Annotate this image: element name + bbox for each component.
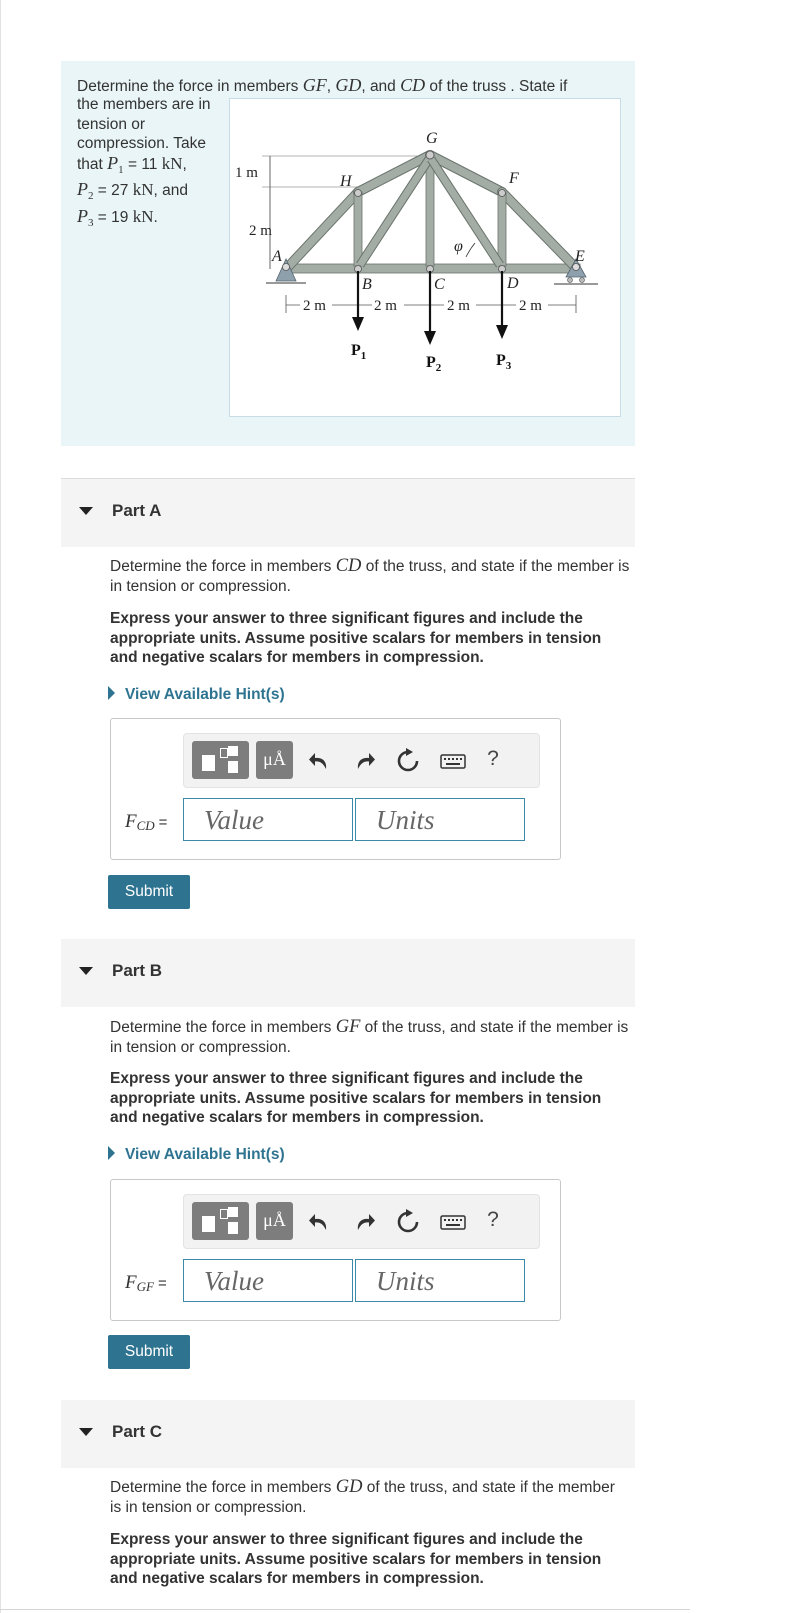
keyboard-icon[interactable]: [439, 747, 467, 775]
member-GC: [426, 155, 434, 266]
member-HB: [354, 192, 362, 266]
units-input[interactable]: Units: [355, 798, 525, 841]
page-bottom-border: [0, 1609, 690, 1610]
problem-lead-text: Determine the force in members GF, GD, and CD of the truss . State if: [77, 75, 568, 95]
redo-icon[interactable]: [350, 747, 378, 775]
units-button[interactable]: μÅ: [256, 741, 293, 779]
joint-H: [355, 190, 362, 197]
problem-statement: [61, 61, 635, 446]
part-a-hint-link[interactable]: View Available Hint(s): [108, 686, 285, 704]
part-c-title: Part C: [112, 1422, 163, 1441]
redo-icon[interactable]: [350, 1208, 378, 1236]
expand-arrow-icon: [108, 1146, 115, 1160]
load-arrow-P2-head: [424, 331, 436, 345]
math-toolbar: [183, 733, 540, 788]
part-b-hint-link[interactable]: View Available Hint(s): [108, 1146, 285, 1164]
member-AH: [287, 192, 358, 268]
joint-F: [499, 190, 506, 197]
problem-conditions: the members are in tension or compression. Take that $P_1 = 11$ kN, $P_2 = 27$ kN, and $P_3 = 19$ kN.: [77, 96, 211, 229]
dim-span-1: 2 m: [303, 298, 326, 314]
node-label-A: A: [272, 248, 282, 265]
help-button[interactable]: ?: [487, 747, 499, 770]
part-c-header[interactable]: [61, 1400, 635, 1468]
node-label-G: G: [426, 130, 438, 147]
part-b-answer-box: [110, 1179, 561, 1321]
page-left-border: [0, 0, 1, 1613]
part-b-submit-button[interactable]: Submit: [108, 1335, 190, 1369]
joint-G: [426, 151, 434, 159]
node-label-F: F: [509, 170, 519, 187]
part-b-question: Determine the force in members GF of the truss, and state if the member is in tension or compression.: [110, 1017, 629, 1056]
part-a-question: Determine the force in members CD of the truss, and state if the member is in tension or compression.: [110, 556, 630, 595]
dim-span-3: 2 m: [447, 298, 470, 314]
help-button[interactable]: ?: [487, 1208, 499, 1231]
load-arrow-P1-head: [352, 317, 364, 331]
value-input[interactable]: Value: [183, 1259, 353, 1302]
part-c-question: Determine the force in members GD of the truss, and state if the member is in tension or compression.: [110, 1477, 615, 1516]
dim-span-2: 2 m: [374, 298, 397, 314]
part-a-instruction: Express your answer to three significant figures and include the appropriate units. Assume positive scalars for members in tension and negative scalars for members in compression.: [110, 610, 602, 666]
reset-icon[interactable]: [394, 1208, 422, 1236]
templates-button[interactable]: [192, 741, 249, 779]
load-label-P1: $P_1$: [351, 342, 367, 362]
member-FD: [498, 192, 506, 266]
answer-label-fcd: $F_{CD}$ =: [125, 811, 168, 833]
undo-icon[interactable]: [306, 747, 334, 775]
member-FE: [502, 192, 576, 268]
node-label-C: C: [434, 276, 445, 293]
dim-label-2m: 2 m: [249, 223, 272, 239]
part-a-header[interactable]: [61, 479, 635, 547]
part-b-header[interactable]: [61, 939, 635, 1007]
load-label-P3: $P_3$: [496, 352, 512, 372]
part-a-submit-button[interactable]: Submit: [108, 875, 190, 909]
collapse-arrow-icon[interactable]: [79, 507, 93, 515]
part-b-title: Part B: [112, 961, 163, 980]
node-label-E: E: [575, 248, 585, 265]
load-arrow-P3-head: [496, 325, 508, 339]
part-a-answer-box: [110, 718, 561, 860]
keyboard-icon[interactable]: [439, 1208, 467, 1236]
truss-diagram: [230, 99, 620, 416]
reset-icon[interactable]: [394, 747, 422, 775]
value-input[interactable]: Value: [183, 798, 353, 841]
truss-figure: [229, 98, 621, 417]
part-b-instruction: Express your answer to three significant figures and include the appropriate units. Assume positive scalars for members in tension and negative scalars for members in compression.: [110, 1070, 602, 1126]
units-input[interactable]: Units: [355, 1259, 525, 1302]
undo-icon[interactable]: [306, 1208, 334, 1236]
angle-label-phi: φ: [454, 238, 463, 255]
dim-span-4: 2 m: [519, 298, 542, 314]
templates-button[interactable]: [192, 1202, 249, 1240]
roller-E1: [568, 278, 573, 283]
dim-label-1m: 1 m: [235, 165, 258, 181]
pin-A: [283, 264, 290, 271]
roller-E2: [580, 278, 585, 283]
load-label-P2: $P_2$: [426, 354, 442, 374]
part-c-instruction: Express your answer to three significant figures and include the appropriate units. Assume positive scalars for members in tension and negative scalars for members in compression.: [110, 1531, 602, 1587]
node-label-B: B: [362, 276, 372, 293]
node-label-H: H: [340, 173, 352, 190]
units-button[interactable]: μÅ: [256, 1202, 293, 1240]
part-a-title: Part A: [112, 501, 162, 520]
collapse-arrow-icon[interactable]: [79, 1428, 93, 1436]
answer-label-fgf: $F_{GF}$ =: [125, 1272, 167, 1294]
expand-arrow-icon: [108, 686, 115, 700]
angle-arc: [466, 243, 475, 257]
math-toolbar: [183, 1194, 540, 1249]
node-label-D: D: [507, 275, 519, 292]
collapse-arrow-icon[interactable]: [79, 967, 93, 975]
